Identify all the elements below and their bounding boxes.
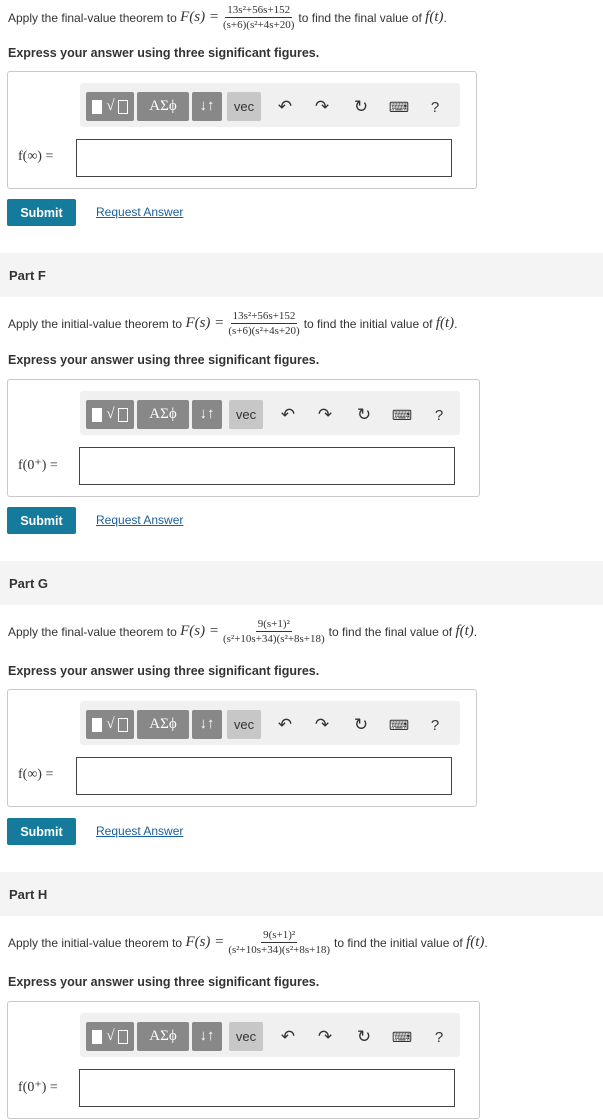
undo-icon[interactable]: ↶ (277, 715, 293, 734)
transfer-fraction (223, 4, 294, 31)
fraction-numerator: 13s²+56s+152 (227, 4, 291, 16)
arrows-button[interactable]: ↓↑ (192, 400, 222, 429)
template-button[interactable]: √ (86, 710, 134, 739)
time-function: f(t) (425, 9, 444, 25)
redo-icon[interactable]: ↷ (314, 715, 330, 734)
time-function: f(t) (466, 934, 485, 950)
template-button[interactable]: √ (86, 92, 134, 121)
template-button[interactable]: √ (86, 1022, 134, 1051)
redo-icon[interactable]: ↷ (314, 97, 330, 116)
fraction-numerator: 13s²+56s+152 (232, 310, 296, 322)
undo-icon[interactable]: ↶ (280, 1027, 296, 1046)
part-title: Part H (9, 887, 48, 902)
function-symbol: F(s) = (185, 934, 225, 950)
redo-icon[interactable]: ↷ (317, 1027, 333, 1046)
math-toolbar (80, 83, 460, 127)
math-toolbar (80, 391, 460, 435)
vector-button[interactable]: vec (229, 1022, 263, 1051)
answer-box (7, 379, 480, 497)
vector-button[interactable]: vec (229, 400, 263, 429)
fraction-denominator: (s²+10s+34)(s²+8s+18) (228, 944, 330, 956)
prompt-pre: Apply the initial-value theorem to (8, 935, 183, 950)
prompt-pre: Apply the final-value theorem to (8, 10, 177, 25)
request-answer-link[interactable]: Request Answer (96, 513, 184, 527)
keyboard-icon[interactable]: ⌨ (391, 406, 413, 423)
answer-input[interactable] (79, 1069, 455, 1107)
keyboard-icon[interactable]: ⌨ (391, 1028, 413, 1045)
undo-icon[interactable]: ↶ (277, 97, 293, 116)
reset-icon[interactable]: ↻ (356, 405, 372, 424)
transfer-fraction (223, 618, 325, 645)
time-function: f(t) (455, 623, 474, 639)
arrows-button[interactable]: ↓↑ (192, 92, 222, 121)
answer-box (7, 689, 477, 807)
answer-label: f(∞) = (18, 767, 54, 782)
greek-symbols-button[interactable]: ΑΣϕ (137, 400, 189, 429)
prompt-pre: Apply the final-value theorem to (8, 624, 177, 639)
template-button[interactable]: √ (86, 400, 134, 429)
template-icon (92, 100, 102, 114)
help-icon[interactable]: ? (434, 1028, 444, 1046)
transfer-fraction (228, 929, 330, 956)
undo-icon[interactable]: ↶ (280, 405, 296, 424)
request-answer-link[interactable]: Request Answer (96, 205, 184, 219)
answer-box (7, 1001, 480, 1119)
help-icon[interactable]: ? (430, 98, 440, 116)
reset-icon[interactable]: ↻ (353, 715, 369, 734)
keyboard-icon[interactable]: ⌨ (388, 98, 410, 115)
answer-box (7, 71, 477, 189)
vector-button[interactable]: vec (227, 92, 261, 121)
fraction-denominator: (s+6)(s²+4s+20) (228, 325, 300, 337)
keyboard-icon[interactable]: ⌨ (388, 716, 410, 733)
greek-symbols-button[interactable]: ΑΣϕ (137, 710, 189, 739)
request-answer-link[interactable]: Request Answer (96, 824, 184, 838)
prompt-period: . (454, 316, 458, 331)
part-title: Part F (9, 268, 46, 283)
reset-icon[interactable]: ↻ (353, 97, 369, 116)
vector-button[interactable]: vec (227, 710, 261, 739)
function-symbol: F(s) = (180, 623, 219, 639)
prompt-post: to find the final value of (328, 624, 453, 639)
arrows-button[interactable]: ↓↑ (192, 710, 222, 739)
prompt-post: to find the initial value of (303, 316, 433, 331)
prompt-period: . (484, 935, 488, 950)
redo-icon[interactable]: ↷ (317, 405, 333, 424)
time-function: f(t) (435, 315, 455, 331)
answer-label: f(0⁺) = (18, 458, 58, 473)
answer-input[interactable] (76, 757, 452, 795)
prompt-pre: Apply the initial-value theorem to (8, 316, 183, 331)
part-header-g (0, 561, 603, 605)
instruction: Express your answer using three significant figures. (8, 46, 320, 60)
function-symbol: F(s) = (185, 315, 225, 331)
greek-symbols-button[interactable]: ΑΣϕ (137, 92, 189, 121)
prompt (8, 618, 477, 645)
prompt-period: . (443, 10, 447, 25)
prompt-post: to find the final value of (298, 10, 422, 25)
part-header-f (0, 253, 603, 297)
instruction: Express your answer using three significant figures. (8, 353, 320, 367)
part-title: Part G (9, 576, 49, 591)
template-icon (92, 1030, 102, 1044)
answer-input[interactable] (76, 139, 452, 177)
fraction-numerator: 9(s+1)² (257, 618, 290, 630)
fraction-denominator: (s+6)(s²+4s+20) (222, 19, 295, 31)
greek-symbols-button[interactable]: ΑΣϕ (137, 1022, 189, 1051)
instruction: Express your answer using three significant figures. (8, 664, 320, 678)
fraction-denominator: (s²+10s+34)(s²+8s+18) (222, 633, 325, 645)
prompt-post: to find the initial value of (334, 935, 463, 950)
submit-button[interactable]: Submit (7, 818, 76, 845)
math-toolbar (80, 1013, 460, 1057)
part-header-h (0, 872, 603, 916)
instruction: Express your answer using three significant figures. (8, 975, 320, 989)
transfer-fraction (228, 310, 299, 337)
fraction-numerator: 9(s+1)² (263, 929, 296, 941)
prompt (8, 310, 457, 337)
template-icon (92, 408, 102, 422)
submit-button[interactable]: Submit (7, 199, 76, 226)
prompt-period: . (473, 624, 478, 639)
math-toolbar (80, 701, 460, 745)
help-icon[interactable]: ? (434, 406, 444, 424)
function-symbol: F(s) = (180, 9, 219, 25)
submit-button[interactable]: Submit (7, 507, 76, 534)
arrows-button[interactable]: ↓↑ (192, 1022, 222, 1051)
answer-label: f(∞) = (18, 149, 54, 164)
prompt (8, 929, 488, 956)
answer-label: f(0⁺) = (18, 1080, 58, 1095)
help-icon[interactable]: ? (430, 716, 440, 734)
template-icon (92, 718, 102, 732)
prompt (8, 4, 447, 31)
answer-input[interactable] (79, 447, 455, 485)
reset-icon[interactable]: ↻ (356, 1027, 372, 1046)
